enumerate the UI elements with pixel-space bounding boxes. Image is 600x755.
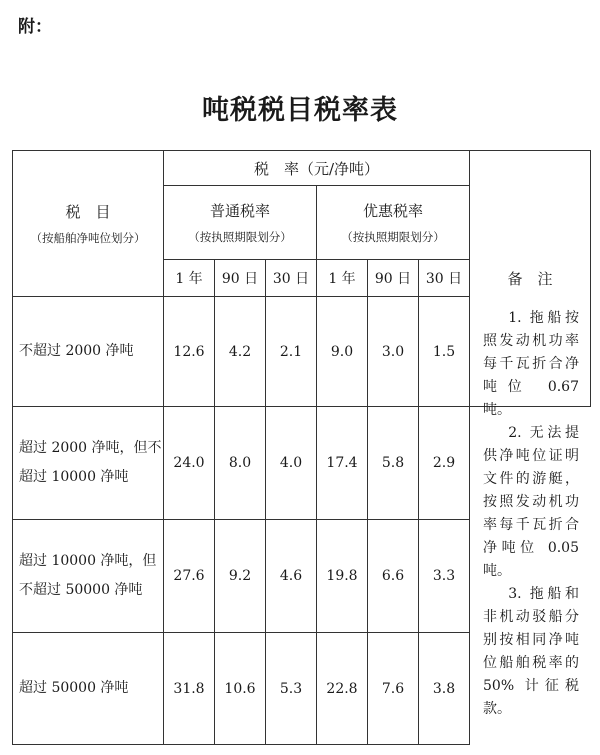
rate-cell: 9.2 [215,520,266,633]
rate-cell: 8.0 [215,407,266,520]
period-header: 1 年 [164,260,215,297]
rate-cell: 5.3 [266,633,317,745]
period-header: 90 日 [215,260,266,297]
row-category: 超过 10000 净吨，但不超过 50000 净吨 [13,520,164,633]
rate-cell: 22.8 [317,633,368,745]
rate-cell: 10.6 [215,633,266,745]
row-category: 超过 2000 净吨，但不超过 10000 净吨 [13,407,164,520]
row-category: 超过 50000 净吨 [13,633,164,745]
category-header-label: 税 目 [65,203,111,221]
rate-cell: 2.9 [419,407,470,520]
rate-cell: 19.8 [317,520,368,633]
preferential-rate-note: （按执照期限划分） [341,230,445,244]
rate-cell: 2.1 [266,297,317,407]
remark-item: 2. 无法提供净吨位证明文件的游艇，按照发动机功率每千瓦折合净吨位 0.05 吨。 [483,425,579,579]
rate-cell: 3.0 [368,297,419,407]
rate-cell: 3.8 [419,633,470,745]
attachment-label: 附： [18,17,52,37]
rate-cell: 4.2 [215,297,266,407]
preferential-rate-header [317,186,470,260]
rate-cell: 9.0 [317,297,368,407]
rate-cell: 5.8 [368,407,419,520]
rate-cell: 31.8 [164,633,215,745]
preferential-rate-label: 优惠税率 [363,202,424,220]
category-header-note: （按船舶净吨位划分） [30,231,146,245]
rate-cell: 7.6 [368,633,419,745]
rate-cell: 4.0 [266,407,317,520]
rate-header: 税 率（元/净吨） [164,151,470,186]
rate-cell: 24.0 [164,407,215,520]
period-header: 1 年 [317,260,368,297]
rate-cell: 1.5 [419,297,470,407]
period-header: 30 日 [266,260,317,297]
rate-cell: 6.6 [368,520,419,633]
remarks-header: 备 注 [470,151,591,407]
remark-item: 3. 拖船和非机动驳船分别按相同净吨位船舶税率的 50% 计征税款。 [483,586,579,717]
remarks-content [475,301,583,741]
row-category: 不超过 2000 净吨 [13,297,164,407]
normal-rate-header [164,186,317,260]
category-header [13,151,164,297]
rate-cell: 12.6 [164,297,215,407]
rate-cell: 3.3 [419,520,470,633]
remark-item: 1. 拖船按照发动机功率每千瓦折合净吨位 0.67 吨。 [483,310,579,418]
period-header: 30 日 [419,260,470,297]
rate-cell: 4.6 [266,520,317,633]
period-header: 90 日 [368,260,419,297]
rate-cell: 27.6 [164,520,215,633]
normal-rate-label: 普通税率 [209,202,270,220]
table-title: 吨税税目税率表 [202,95,398,126]
normal-rate-note: （按执照期限划分） [188,230,292,244]
rate-cell: 17.4 [317,407,368,520]
